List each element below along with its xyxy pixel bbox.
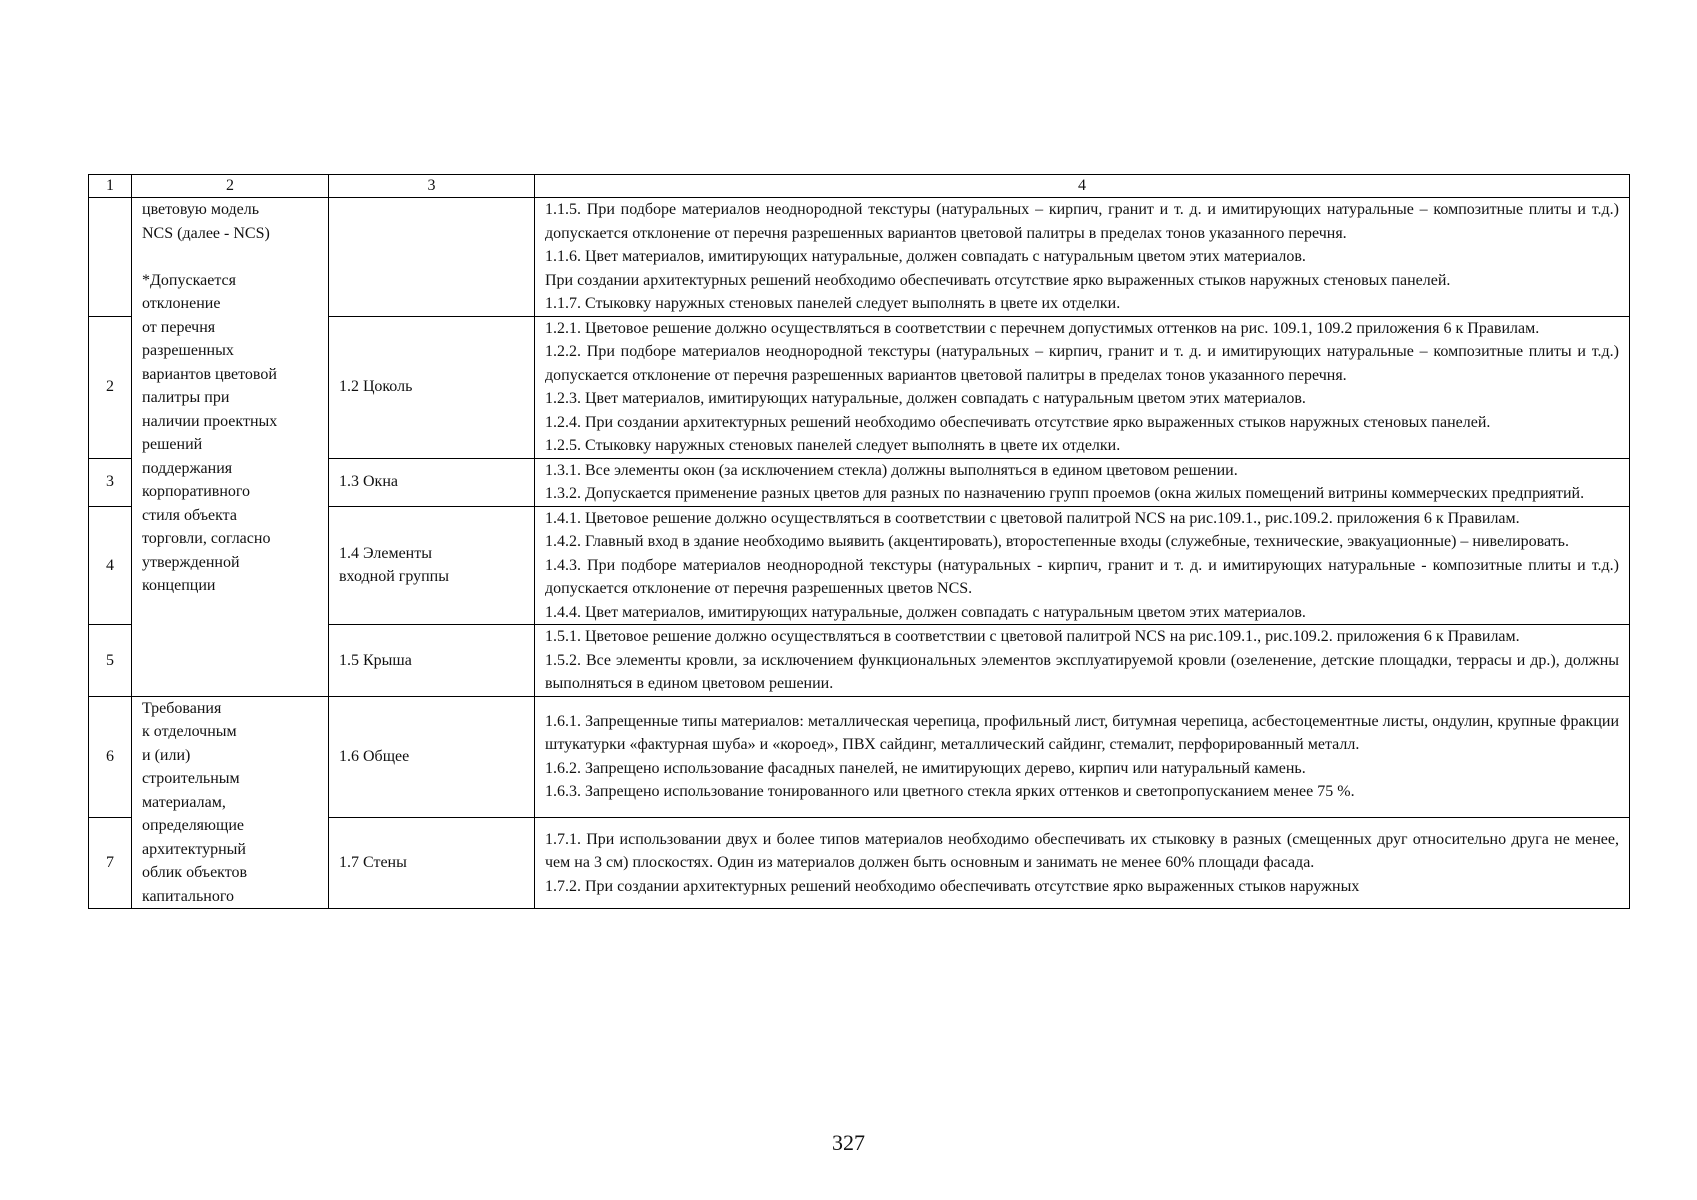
- requirement-item: 1.2.4. При создании архитектурных решений необходимо обеспечивать отсутствие ярко выраженных стыков наружных стеновых панелей.: [545, 413, 1491, 431]
- category-cell-materials: [132, 696, 329, 909]
- requirements-cell: [535, 458, 1630, 506]
- requirement-item: При создании архитектурных решений необходимо обеспечивать отсутствие ярко выраженных стыков наружных стеновых панелей.: [545, 271, 1451, 289]
- row-number: 3: [89, 458, 132, 506]
- requirement-item: 1.3.2. Допускается применение разных цветов для разных по назначению групп проемов (окна жилых помещений витрины коммерческих предприятий.: [545, 485, 1585, 502]
- element-cell: 1.2 Цоколь: [329, 316, 535, 458]
- requirement-item: 1.6.3. Запрещено использование тонированного или цветного стекла ярких оттенков и светопропусканием менее 75 %.: [545, 783, 1355, 801]
- requirement-item: 1.1.5. При подборе материалов неоднородной текстуры (натуральных – кирпич, гранит и т. д. и имитирующих натуральные – композитные плиты и т.д.) допускается отклонение от перечня разрешенных вариантов цветовой палитры в пределах тонов указанного перечня.: [545, 201, 1619, 242]
- element-cell: [329, 506, 535, 625]
- requirement-item: 1.6.1. Запрещенные типы материалов: металлическая черепица, профильный лист, битумная черепица, асбестоцементные листы, ондулин, крупные фракции штукатурки «фактурная шуба» и «короед», ПВХ сайдинг, металлический сайдинг, стемалит, перфорированный металл.: [545, 712, 1619, 754]
- requirement-item: 1.1.6. Цвет материалов, имитирующих натуральные, должен совпадать с натуральным цветом этих материалов.: [545, 248, 1306, 265]
- requirements-table: [88, 174, 1630, 909]
- requirement-item: 1.1.7. Стыковку наружных стеновых панелей следует выполнять в цвете их отделки.: [545, 295, 1121, 312]
- requirements-cell: [535, 625, 1630, 697]
- element-cell: 1.7 Стены: [329, 817, 535, 908]
- row-number: 4: [89, 506, 132, 625]
- element-label: 1.4 Элементы входной группы: [339, 544, 449, 586]
- requirements-cell: [535, 198, 1630, 317]
- requirements-cell: [535, 817, 1630, 908]
- requirement-item: 1.4.3. При подборе материалов неоднородной текстуры (натуральных - кирпич, гранит и т. д. и имитирующих натуральные - композитные плиты и т.д.) допускается отклонение от перечня разрешенных цветов NCS.: [545, 556, 1619, 597]
- requirements-cell: [535, 316, 1630, 458]
- requirement-item: 1.5.2. Все элементы кровли, за исключением функциональных элементов эксплуатируемой кровли (озеленение, детские площадки, террасы и др.), должны выполняться в едином цветовом решении.: [545, 651, 1619, 692]
- table-row: [89, 198, 1630, 317]
- requirement-item: 1.5.1. Цветовое решение должно осуществляться в соответствии с цветовой палитрой NCS на рис.109.1., рис.109.2. приложения 6 к Правилам.: [545, 628, 1520, 645]
- row-number: 6: [89, 696, 132, 817]
- element-cell: 1.6 Общее: [329, 696, 535, 817]
- requirement-item: 1.2.3. Цвет материалов, имитирующих натуральные, должен совпадать с натуральным цветом этих материалов.: [545, 390, 1306, 407]
- header-col-1: 1: [89, 175, 132, 198]
- requirement-item: 1.4.1. Цветовое решение должно осуществляться в соответствии с цветовой палитрой NCS на рис.109.1., рис.109.2. приложения 6 к Правилам.: [545, 509, 1520, 527]
- category-text: Требования к отделочным и (или) строительным материалам, определяющие архитектурный облик объектов капитального: [142, 699, 248, 905]
- requirements-cell: [535, 696, 1630, 817]
- header-col-3: 3: [329, 175, 535, 198]
- row-number: [89, 198, 132, 317]
- element-cell: 1.5 Крыша: [329, 625, 535, 697]
- requirement-item: 1.2.2. При подборе материалов неоднородной текстуры (натуральных – кирпич, гранит и т. д. и имитирующих натуральные – композитные плиты и т.д.) допускается отклонение от перечня разрешенных вариантов цветовой палитры в пределах тонов указанного перечня.: [545, 343, 1619, 384]
- category-cell-color: [132, 198, 329, 697]
- requirement-item: 1.4.4. Цвет материалов, имитирующих натуральные, должен совпадать с натуральным цветом этих материалов.: [545, 603, 1306, 621]
- requirement-item: 1.2.1. Цветовое решение должно осуществляться в соответствии с перечнем допустимых оттенков на рис. 109.1, 109.2 приложения 6 к Правилам.: [545, 319, 1540, 337]
- table-header-row: [89, 175, 1630, 198]
- requirement-item: 1.3.1. Все элементы окон (за исключением стекла) должны выполняться в едином цветовом решении.: [545, 461, 1238, 479]
- requirement-item: 1.6.2. Запрещено использование фасадных панелей, не имитирующих дерево, кирпич или натуральный камень.: [545, 759, 1306, 777]
- header-col-2: 2: [132, 175, 329, 198]
- requirement-item: 1.7.1. При использовании двух и более типов материалов необходимо обеспечивать их стыковку в разных (смещенных друг относительно друга не менее, чем на 3 см) плоскостях. Один из материалов должен быть основным и занимать не менее 60% площади фасада.: [545, 830, 1619, 872]
- row-number: 7: [89, 817, 132, 908]
- page-number: 327: [832, 1130, 865, 1155]
- category-text: цветовую модель NCS (далее - NCS) *Допускается отклонение от перечня разрешенных вариантов цветовой палитры при наличии проектных решений поддержания корпоративного стиля объекта торговли, согласно утвержденной концепции: [142, 201, 278, 594]
- element-cell: 1.3 Окна: [329, 458, 535, 506]
- row-number: 2: [89, 316, 132, 458]
- requirements-cell: [535, 506, 1630, 625]
- requirement-item: 1.7.2. При создании архитектурных решений необходимо обеспечивать отсутствие ярко выраженных стыков наружных: [545, 877, 1360, 895]
- element-cell: [329, 198, 535, 317]
- table-row: [89, 696, 1630, 817]
- header-col-4: 4: [535, 175, 1630, 198]
- requirement-item: 1.2.5. Стыковку наружных стеновых панелей следует выполнять в цвете их отделки.: [545, 437, 1121, 454]
- row-number: 5: [89, 625, 132, 697]
- requirement-item: 1.4.2. Главный вход в здание необходимо выявить (акцентировать), второстепенные входы (служебные, технические, эвакуационные) – нивелировать.: [545, 533, 1569, 550]
